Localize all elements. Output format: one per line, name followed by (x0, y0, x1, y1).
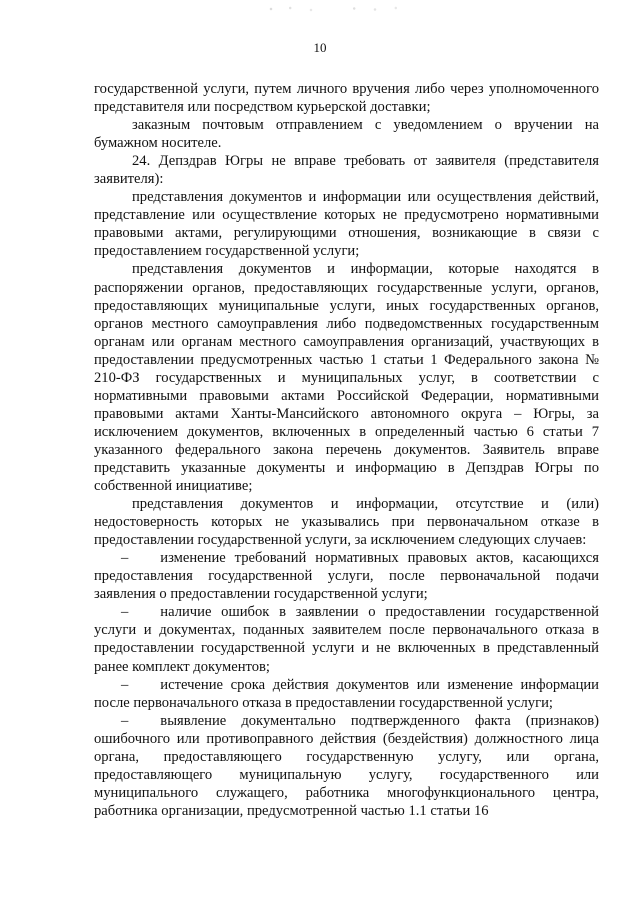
paragraph-continuation: государственной услуги, путем личного вручения либо через уполномоченного представителя или посредством курьерской доставки; (94, 81, 599, 116)
dash-marker: – (121, 550, 129, 567)
paragraph: представления документов и информации, которые находятся в распоряжении органов, предоставляющих государственные услуги, органов, предоставляющих муниципальные услуги, иных государственных органов, органов местного самоуправления либо подведомственных государственным органам или органам местного самоуправления организаций, участвующих в предоставлении предусмотренных частью 1 статьи 1 Федерального закона № 210-ФЗ государственных и муниципальных услуг, в соответствии с нормативными правовыми актами Российской Федерации, нормативными правовыми актами Ханты-Мансийского автономного округа – Югры, за исключением документов, включенных в определенный частью 6 статьи 7 указанного федерального закона перечень документов. Заявитель вправе представить указанные документы и информацию в Депздрав Югры по собственной инициативе; (94, 261, 599, 495)
paragraph: заказным почтовым отправлением с уведомлением о вручении на бумажном носителе. (94, 117, 599, 152)
list-item (94, 676, 599, 712)
list-item (94, 603, 599, 675)
list-item-text: изменение требований нормативных правовых актов, касающихся предоставления государственной услуги, после первоначальной подачи заявления о предоставлении государственной услуги; (94, 550, 599, 603)
paragraph: представления документов и информации или осуществления действий, представление или осуществление которых не предусмотрено нормативными правовыми актами, регулирующими отношения, возникающие в связи с предоставлением государственной услуги; (94, 189, 599, 260)
list-item-text: наличие ошибок в заявлении о предоставлении государственной услуги и документах, поданных заявителем после первоначального отказа в предоставлении государственной услуги и не включенных в представленный ранее комплект документов; (94, 604, 599, 675)
paragraph-clause-24: 24. Депздрав Югры не вправе требовать от заявителя (представителя заявителя): (94, 153, 599, 188)
dash-marker: – (121, 712, 129, 729)
list-item-text: выявление документально подтвержденного факта (признаков) ошибочного или противоправного действия (бездействия) должностного лица органа, предоставляющего государственную услугу, или органа, предоставляющего муниципальную услугу, государственного или муниципального служащего, работника многофункционального центра, работника организации, предусмотренной частью 1.1 статьи 16 (94, 712, 599, 819)
dash-marker: – (121, 676, 129, 693)
list-item-text: истечение срока действия документов или изменение информации после первоначального отказа в предоставлении государственной услуги; (94, 676, 599, 711)
document-body (94, 80, 599, 820)
list-item (94, 712, 599, 820)
scan-artifact (255, 4, 415, 14)
dash-marker: – (121, 604, 129, 621)
list-item (94, 549, 599, 603)
page-number: 10 (313, 40, 327, 55)
paragraph: представления документов и информации, отсутствие и (или) недостоверность которых не указывались при первоначальном отказе в предоставлении государственной услуги, за исключением следующих случаев: (94, 496, 599, 549)
